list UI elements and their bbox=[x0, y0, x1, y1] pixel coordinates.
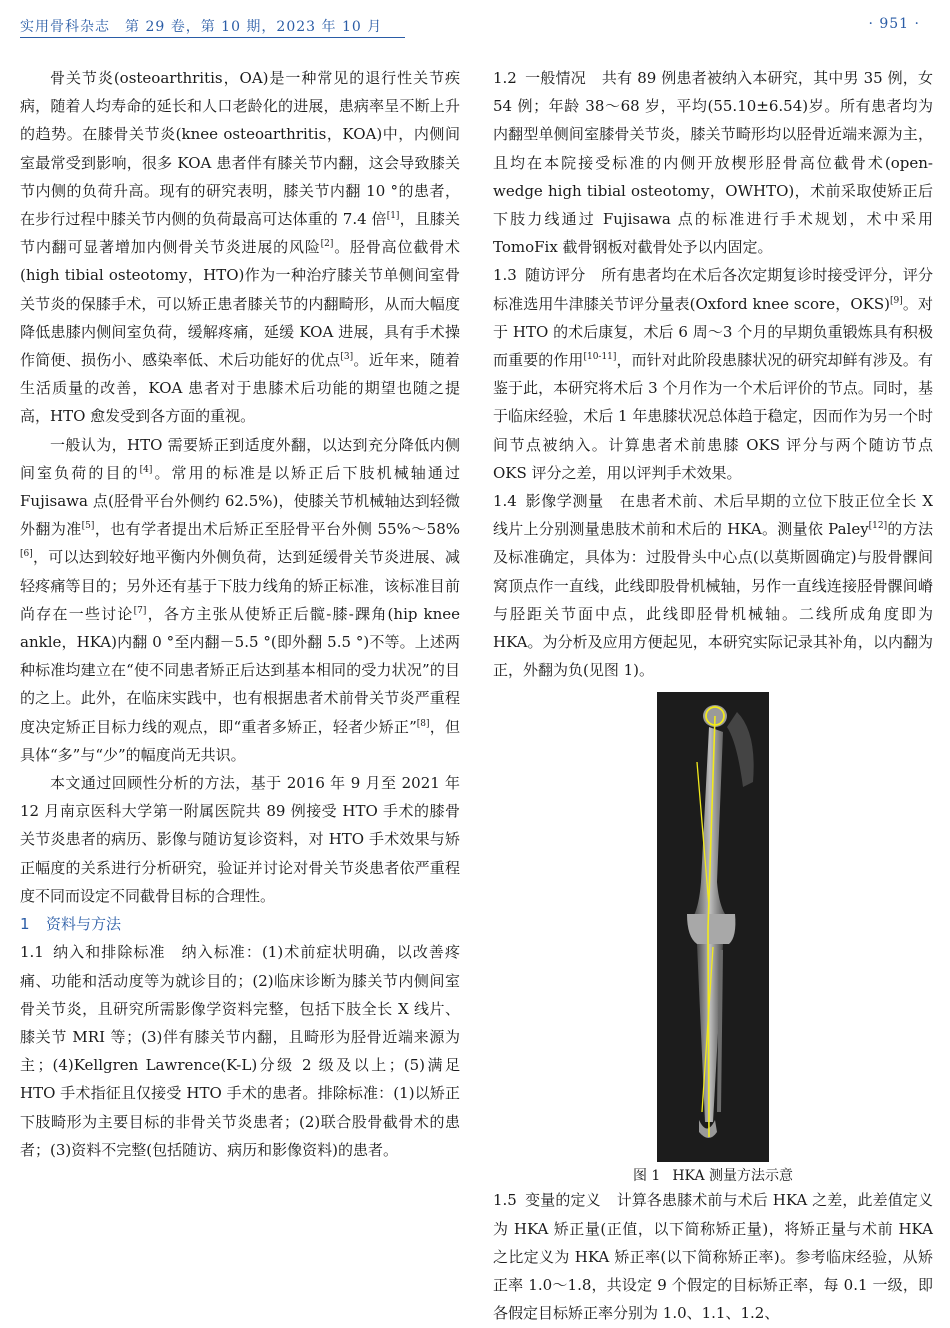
running-header bbox=[20, 12, 930, 38]
xray-illustration bbox=[657, 692, 769, 1162]
subsection-1-2: 1.2 一般情况 共有 89 例患者被纳入本研究，其中男 35 例，女 54 例；年龄 38～68 岁，平均(55.10±6.54)岁。所有患者均为内翻型单侧间室膝骨关节炎，膝关节畸形均以胫骨近端来源为主，且均在本院接受标准的内侧开放楔形胫骨高位截骨术(open-wedge high tibial osteotomy，OWHTO)，术前采取使矫正后下肢力线通过 Fujisawa 点的标准进行手术规划，术中采用 TomoFix 截骨钢板对截骨处予以内固定。 bbox=[493, 69, 933, 257]
intro-paragraph-3: 本文通过回顾性分析的方法，基于 2016 年 9 月至 2021 年 12 月南京医科大学第一附属医院共 89 例接受 HTO 手术的膝骨关节炎患者的病历、影像与随访复诊资料，对 HTO 手术效果与矫正幅度的关系进行分析研究，验证并讨论对骨关节炎患者依严重程度不同而设定不同截骨目标的合理性。 bbox=[20, 774, 460, 905]
journal-title: 实用骨科杂志 第 29 卷，第 10 期，2023 年 10 月 bbox=[20, 19, 383, 35]
knee-joint bbox=[687, 914, 735, 944]
header-rule bbox=[20, 37, 405, 38]
intro-paragraph-2: 一般认为，HTO 需要矫正到适度外翻，以达到充分降低内侧间室负荷的目的[4]。常用的标准是以矫正后下肢机械轴通过 Fujisawa 点(胫骨平台外侧约 62.5%)，使膝关节机械轴达到轻微外翻为准[5]，也有学者提出术后矫正至胫骨平台外侧 55%～58%[6]，可以达到较好地平衡内外侧负荷，达到延缓骨关节炎进展、减轻疼痛等目的；另外还有基于下肢力线角的矫正标准，该标准目前尚存在一些讨论[7]，各方主张从使矫正后髋-膝-踝角(hip knee ankle，HKA)内翻 0 °至内翻－5.5 °(即外翻 5.5 °)不等。上述两种标准均建立在“使不同患者矫正后达到基本相同的受力状况”的目的之上。此外，在临床实践中，也有根据患者术前骨关节炎严重程度决定矫正目标力线的观点，即“重者多矫正，轻者少矫正”[8]，但具体“多”与“少”的幅度尚无共识。 bbox=[20, 435, 460, 764]
right-column bbox=[493, 64, 933, 1327]
page-number: · 951 · bbox=[868, 16, 920, 32]
subsection-1-3: 1.3 随访评分 所有患者均在术后各次定期复诊时接受评分，评分标准选用牛津膝关节评分量表(Oxford knee score，OKS)[9]。对于 HTO 的术后康复，术后 6 周～3 个月的早期负重锻炼具有积极而重要的作用[10-11]，而针对此阶段患膝状况的研究却鲜有涉及。有鉴于此，本研究将术后 3 个月作为一个术后评价的节点。同时，基于临床经验，术后 1 年患膝状况总体趋于稳定，因而作为另一个时间节点被纳入。计算患者术前患膝 OKS 评分与两个随访节点 OKS 评分之差，用以评判手术效果。 bbox=[493, 266, 933, 482]
subsection-1-5: 1.5 变量的定义 计算各患膝术前与术后 HKA 之差，此差值定义为 HKA 矫正量(正值，以下简称矫正量)，将矫正量与术前 HKA 之比定义为 HKA 矫正率(以下简称矫正率)。参考临床经验，从矫正率 1.0～1.8，共设定 9 个假定的目标矫正率，每 0.1 一级，即各假定目标矫正率分别为 1.0、1.1、1.2、 bbox=[493, 1191, 933, 1323]
tibial-mechanical-axis bbox=[708, 928, 709, 1137]
figure-caption: 图 1 HKA 测量方法示意 bbox=[632, 1168, 794, 1185]
intro-paragraph-1: 骨关节炎(osteoarthritis，OA)是一种常见的退行性关节疾病，随着人均寿命的延长和人口老龄化的进展，患病率呈不断上升的趋势。在膝骨关节炎(knee osteoarthritis，KOA)中，内侧间室最常受到影响，很多 KOA 患者伴有膝关节内翻，这会导致膝关节内侧的负荷升高。现有的研究表明，膝关节内翻 10 °的患者，在步行过程中膝关节内侧的负荷最高可达体重的 7.4 倍[1]，且膝关节内翻可显著增加内侧骨关节炎进展的风险[2]。胫骨高位截骨术(high tibial osteotomy，HTO)作为一种治疗膝关节单侧间室骨关节炎的保膝手术，可以矫正患者膝关节的内翻畸形，从而大幅度降低患膝内侧间室负荷，缓解疼痛，延缓 KOA 进展，具有手术操作简便、损伤小、感染率低、术后功能好的优点[3]。近年来，随着生活质量的改善，KOA 患者对于患膝术后功能的期望也随之提高，HTO 愈发受到各方面的重视。 bbox=[20, 69, 460, 426]
section-heading-1: 1 资料与方法 bbox=[20, 915, 122, 934]
left-column bbox=[20, 64, 460, 1164]
hka-xray-figure bbox=[657, 692, 769, 1162]
subsection-1-4: 1.4 影像学测量 在患者术前、术后早期的立位下肢正位全长 X 线片上分别测量患肢术前和术后的 HKA。测量依 Paley[12]的方法及标准确定，具体为：过股骨头中心点(以莫斯圆确定)与股骨髁间窝顶点作一直线，此线即股骨机械轴，另作一直线连接胫骨髁间嵴与胫距关节面中点，此线即胫骨机械轴。二线所成角度即为 HKA。为分析及应用方便起见，本研究实际记录其补角，以内翻为正，外翻为负(见图 1)。 bbox=[493, 492, 933, 680]
subsection-1-1: 1.1 纳入和排除标准 纳入标准：(1)术前症状明确，以改善疼痛、功能和活动度等为就诊目的；(2)临床诊断为膝关节内侧间室骨关节炎，且研究所需影像学资料完整，包括下肢全长 X 线片、膝关节 MRI 等；(3)伴有膝关节内翻，且畸形为胫骨近端来源为主；(4)Kellgren Lawrence(K-L)分级 2 级及以上；(5)满足 HTO 手术指征且仅接受 HTO 手术的患者。排除标准：(1)以矫正下肢畸形为主要目标的非骨关节炎患者；(2)联合股骨截骨术的患者；(3)资料不完整(包括随访、病历和影像资料)的患者。 bbox=[20, 943, 460, 1159]
